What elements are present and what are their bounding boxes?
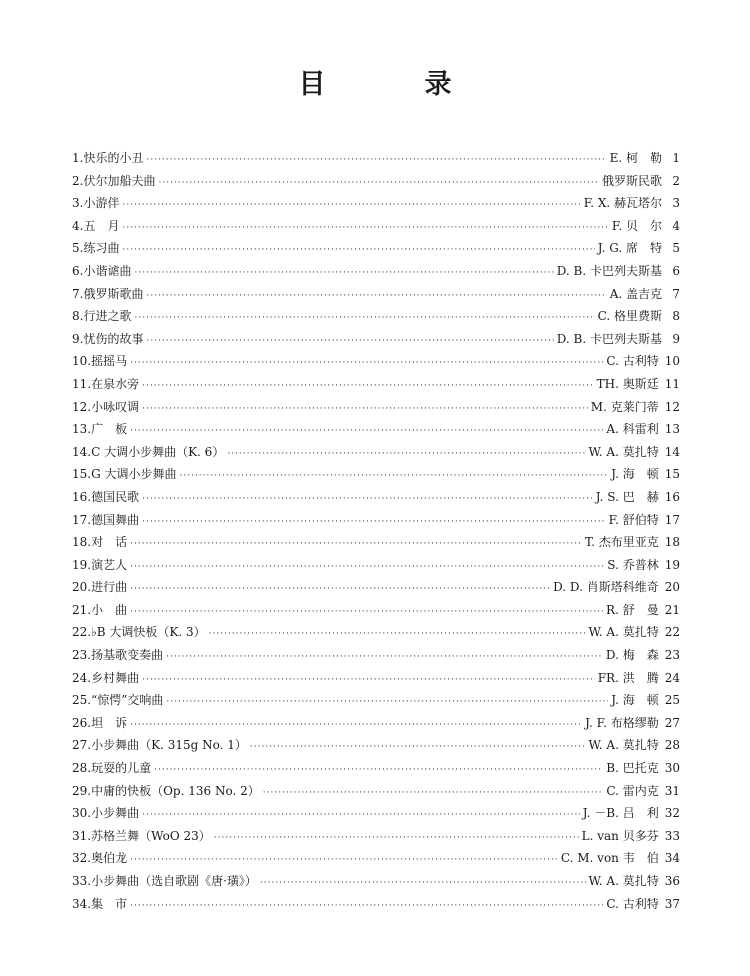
entry-title: 小咏叹调 [91,399,140,414]
entry-title: 乡村舞曲 [91,670,140,685]
page-title: 目 录 [298,69,488,100]
entry-composer: R. 舒 曼 [606,602,659,617]
entry-title: 中庸的快板（Op. 136 No. 2） [91,783,260,798]
entry-number: 27. [72,738,92,753]
entry-page: 5 [672,241,680,256]
entry-title: 俄罗斯歌曲 [83,286,144,301]
entry-number: 17. [72,512,92,527]
entry-number: 28. [72,761,92,776]
entry-page: 32 [664,806,680,821]
dot-leader [260,872,586,895]
table-of-contents [72,147,680,915]
entry-number: 14. [72,444,92,459]
entry-number: 31. [72,828,92,843]
entry-title: 五 月 [83,218,120,233]
entry-composer: T. 杰布里亚克 [584,535,659,550]
entry-composer: FR. 洪 腾 [597,670,659,685]
entry-number: 19. [72,557,92,572]
entry-page: 31 [664,783,680,798]
entry-title: 进行曲 [91,580,128,595]
entry-page: 10 [664,354,680,369]
entry-number: 11. [72,376,92,391]
toc-entry[interactable] [72,170,680,193]
entry-composer: J. －B. 吕 利 [582,806,659,821]
entry-title: 集 市 [91,896,128,911]
entry-number: 21. [72,602,92,617]
toc-entry[interactable] [72,260,680,283]
entry-composer: C. M. von 韦 伯 [560,851,659,866]
entry-composer: W. A. 莫扎特 [588,625,659,640]
toc-entry[interactable] [72,441,680,464]
entry-number: 29. [72,783,92,798]
entry-composer: S. 乔普林 [607,557,659,572]
dot-leader [263,782,604,805]
toc-entry[interactable] [72,825,680,848]
entry-page: 7 [672,286,680,301]
toc-entry[interactable] [72,373,680,396]
dot-leader [130,849,558,872]
toc-entry[interactable] [72,531,680,554]
entry-page: 4 [672,218,680,233]
entry-title: 小步舞曲（K. 315g No. 1） [91,738,247,753]
entry-title: 苏格兰舞（WoO 23） [91,828,211,843]
entry-page: 25 [664,693,680,708]
entry-title: 摇摇马 [91,354,128,369]
entry-number: 33. [72,874,92,888]
entry-title: 奥伯龙 [91,851,128,866]
entry-composer: W. A. 莫扎特 [588,738,659,753]
entry-page: 22 [664,625,680,640]
entry-title: 快乐的小丑 [83,151,144,165]
entry-page: 33 [664,828,680,843]
dot-leader [146,149,606,172]
entry-number: 3. [72,196,84,211]
dot-leader [166,691,608,714]
entry-number: 25. [72,693,92,708]
entry-number: 8. [72,309,84,324]
entry-title: ♭B 大调快板（K. 3） [91,625,206,640]
entry-title: 广 板 [91,422,128,437]
entry-composer: C. 古利特 [606,354,659,369]
entry-page: 37 [664,896,680,911]
toc-entry[interactable] [72,192,680,215]
entry-title: 练习曲 [83,241,120,256]
toc-entry[interactable] [72,418,680,441]
toc-entry[interactable] [72,147,680,170]
entry-number: 30. [72,806,92,821]
dot-leader [214,827,579,850]
entry-composer: F. X. 赫瓦塔尔 [583,196,662,211]
entry-title: 小步舞曲 [91,806,140,821]
entry-number: 1. [72,151,84,165]
entry-page: 1 [672,151,680,165]
entry-page: 11 [664,376,680,391]
entry-title: 演艺人 [91,557,128,572]
dot-leader [209,623,586,646]
entry-number: 13. [72,422,92,437]
entry-page: 12 [664,399,680,414]
dot-leader [142,511,606,534]
toc-entry[interactable] [72,644,680,667]
toc-entry[interactable] [72,734,680,757]
entry-page: 2 [672,173,680,188]
toc-entry[interactable] [72,350,680,373]
entry-page: 20 [664,580,680,595]
toc-entry[interactable] [72,283,680,306]
toc-entry[interactable] [72,689,680,712]
entry-title: 德国舞曲 [91,512,140,527]
entry-page: 6 [672,263,680,278]
entry-composer: J. S. 巴 赫 [595,489,659,504]
entry-number: 12. [72,399,92,414]
entry-composer: J. 海 顿 [611,693,659,708]
entry-page: 34 [664,851,680,866]
entry-page: 30 [664,761,680,776]
entry-number: 34. [72,896,92,911]
entry-number: 10. [72,354,92,369]
toc-entry[interactable] [72,509,680,532]
entry-composer: W. A. 莫扎特 [588,874,659,888]
toc-entry[interactable] [72,554,680,577]
dot-leader [134,262,553,285]
entry-page: 3 [672,196,680,211]
entry-number: 6. [72,263,84,278]
entry-composer: J. 海 顿 [611,467,659,482]
entry-title: “惊愕”交响曲 [91,693,164,708]
dot-leader [166,646,603,669]
entry-composer: D. B. 卡巴列夫斯基 [556,331,662,346]
entry-page: 27 [664,715,680,730]
dot-leader [130,895,603,918]
dot-leader [130,556,604,579]
entry-composer: D. B. 卡巴列夫斯基 [556,263,662,278]
dot-leader [130,352,603,375]
entry-title: 行进之歌 [83,309,132,324]
toc-entry[interactable] [72,237,680,260]
entry-title: 玩耍的儿童 [91,761,152,776]
entry-title: G 大调小步舞曲 [91,467,177,482]
dot-leader [130,578,550,601]
toc-entry[interactable] [72,463,680,486]
entry-number: 32. [72,851,92,866]
entry-number: 4. [72,218,84,233]
toc-entry[interactable] [72,802,680,825]
toc-entry[interactable] [72,486,680,509]
entry-page: 8 [672,309,680,324]
entry-composer: C. 古利特 [606,896,659,911]
entry-title: C 大调小步舞曲（K. 6） [91,444,225,459]
entry-page: 16 [664,489,680,504]
dot-leader [250,736,586,759]
entry-composer: TH. 奥斯廷 [596,376,659,391]
entry-number: 7. [72,286,84,301]
entry-number: 9. [72,331,84,346]
entry-composer: 俄罗斯民歌 [601,173,662,188]
toc-entry[interactable] [72,305,680,328]
toc-entry[interactable] [72,870,680,893]
dot-leader [180,465,609,488]
entry-number: 24. [72,670,92,685]
entry-composer: L. van 贝多芬 [581,828,659,843]
dot-leader [158,172,599,195]
dot-leader [122,194,580,217]
entry-page: 18 [664,535,680,550]
entry-composer: D. D. 肖斯塔科维奇 [553,580,659,595]
entry-page: 24 [664,670,680,685]
entry-composer: A. 盖吉克 [609,286,662,301]
entry-page: 28 [664,738,680,753]
entry-title: 小谐谑曲 [83,263,132,278]
dot-leader [130,601,603,624]
entry-title: 小 曲 [91,602,128,617]
dot-leader [154,759,603,782]
toc-entry[interactable] [72,396,680,419]
toc-entry[interactable] [72,667,680,690]
dot-leader [142,488,593,511]
dot-leader [134,307,594,330]
entry-page: 23 [664,648,680,663]
entry-page: 15 [664,467,680,482]
toc-entry[interactable] [72,893,680,916]
entry-composer: J. F. 布格缪勒 [585,715,659,730]
toc-entry[interactable] [72,780,680,803]
dot-leader [142,804,580,827]
dot-leader [122,239,594,262]
entry-composer: W. A. 莫扎特 [588,444,659,459]
entry-composer: M. 克莱门蒂 [590,399,659,414]
entry-title: 德国民歌 [91,489,140,504]
dot-leader [146,285,606,308]
entry-page: 13 [664,422,680,437]
toc-entry[interactable] [72,328,680,351]
entry-title: 在泉水旁 [91,376,140,391]
entry-composer: D. 梅 森 [605,648,659,663]
toc-entry[interactable] [72,621,680,644]
entry-number: 2. [72,173,84,188]
dot-leader [142,669,595,692]
entry-title: 对 话 [91,535,128,550]
entry-number: 5. [72,241,84,256]
entry-composer: C. 格里费斯 [597,309,662,324]
dot-leader [122,217,608,240]
dot-leader [130,533,582,556]
entry-page: 14 [664,444,680,459]
entry-number: 20. [72,580,92,595]
entry-title: 忧伤的故事 [83,331,144,346]
dot-leader [146,330,553,353]
dot-leader [142,375,594,398]
toc-entry[interactable] [72,215,680,238]
toc-entry[interactable] [72,757,680,780]
entry-title: 小步舞曲（选自歌剧《唐·璜》） [91,874,257,888]
toc-entry[interactable] [72,712,680,735]
entry-composer: A. 科雷利 [606,422,659,437]
dot-leader [130,714,582,737]
entry-page: 17 [664,512,680,527]
entry-number: 23. [72,648,92,663]
entry-number: 16. [72,489,92,504]
dot-leader [130,420,603,443]
dot-leader [142,398,588,421]
entry-composer: C. 雷内克 [606,783,659,798]
entry-composer: J. G. 席 特 [597,241,662,256]
entry-composer: E. 柯 勒 [609,151,662,165]
entry-composer: F. 贝 尔 [611,218,662,233]
entry-number: 22. [72,625,92,640]
entry-page: 9 [672,331,680,346]
entry-page: 36 [664,874,680,888]
entry-title: 坦 诉 [91,715,128,730]
toc-entry[interactable] [72,847,680,870]
entry-composer: F. 舒伯特 [608,512,659,527]
entry-title: 小游伴 [83,196,120,211]
toc-entry[interactable] [72,576,680,599]
entry-title: 伏尔加船夫曲 [83,173,156,188]
entry-title: 扬基歌变奏曲 [91,648,164,663]
entry-number: 18. [72,535,92,550]
entry-composer: B. 巴托克 [606,761,659,776]
entry-number: 15. [72,467,92,482]
entry-page: 19 [664,557,680,572]
entry-number: 26. [72,715,92,730]
toc-entry[interactable] [72,599,680,622]
dot-leader [227,443,585,466]
entry-page: 21 [664,602,680,617]
